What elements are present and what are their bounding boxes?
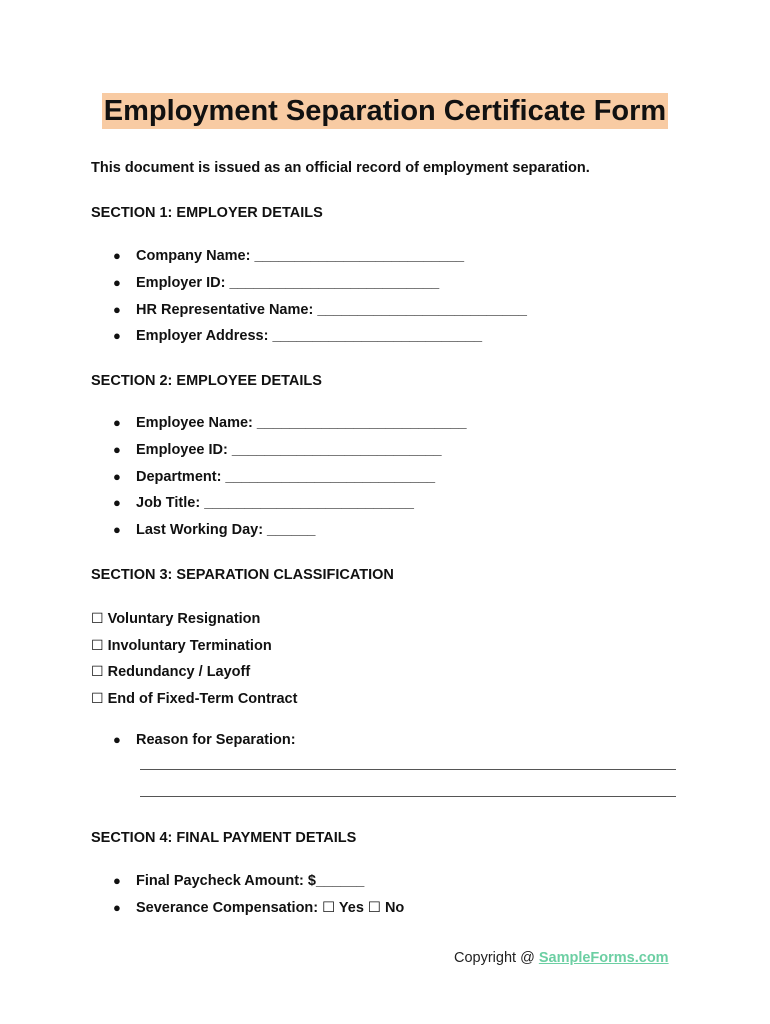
bullet-icon: ● xyxy=(113,441,121,457)
list-item xyxy=(91,437,467,464)
list-item xyxy=(91,323,527,350)
company-name-field: Company Name: __________________________ xyxy=(136,248,465,264)
option-label: End of Fixed-Term Contract xyxy=(107,690,298,707)
bullet-icon: ● xyxy=(113,301,121,317)
bullet-icon: ● xyxy=(113,732,121,747)
employee-id-field: Employee ID: __________________________ xyxy=(136,441,442,458)
copyright-prefix: Copyright @ xyxy=(454,950,539,966)
bullet-icon: ● xyxy=(113,495,121,511)
option-voluntary-resignation xyxy=(91,606,297,633)
section-2-heading: SECTION 2: EMPLOYEE DETAILS xyxy=(91,373,322,389)
checkbox-icon[interactable]: ☐ xyxy=(91,664,104,680)
severance-field: Severance Compensation: ☐ Yes ☐ No xyxy=(136,899,405,916)
section-1-list xyxy=(91,243,527,350)
option-end-of-contract xyxy=(91,686,297,713)
employee-name-field: Employee Name: __________________________ xyxy=(136,415,467,431)
section-2-list xyxy=(91,410,467,544)
bullet-icon: ● xyxy=(113,873,121,888)
intro-text: This document is issued as an official record of employment separation. xyxy=(91,160,590,176)
option-involuntary-termination xyxy=(91,633,297,660)
reason-line-2[interactable] xyxy=(140,796,676,797)
final-paycheck-field: Final Paycheck Amount: $______ xyxy=(136,873,365,889)
checkbox-icon[interactable]: ☐ xyxy=(91,637,104,654)
title-wrap xyxy=(0,93,770,129)
brand-link[interactable]: SampleForms.com xyxy=(538,950,669,966)
list-item xyxy=(91,490,467,517)
bullet-icon: ● xyxy=(113,248,121,263)
last-working-day-field: Last Working Day: ______ xyxy=(136,522,316,539)
list-item xyxy=(91,243,527,270)
section-4-list xyxy=(91,868,404,922)
department-field: Department: __________________________ xyxy=(136,468,436,485)
section-1-heading: SECTION 1: EMPLOYER DETAILS xyxy=(91,205,323,221)
section-3-heading: SECTION 3: SEPARATION CLASSIFICATION xyxy=(91,567,394,583)
reason-line-1[interactable] xyxy=(140,769,676,770)
option-redundancy-layoff xyxy=(91,659,297,686)
list-item xyxy=(91,410,467,437)
list-item xyxy=(91,517,467,544)
bullet-icon: ● xyxy=(113,415,121,430)
list-item xyxy=(91,868,404,895)
checkbox-icon[interactable]: ☐ xyxy=(91,611,104,627)
separation-options xyxy=(91,606,297,712)
section-4-heading: SECTION 4: FINAL PAYMENT DETAILS xyxy=(91,830,357,846)
list-item xyxy=(91,895,404,922)
employer-address-field: Employer Address: __________________________ xyxy=(136,328,483,345)
reason-list xyxy=(91,727,296,754)
bullet-icon: ● xyxy=(113,328,121,344)
bullet-icon: ● xyxy=(113,899,121,915)
reason-label: Reason for Separation: xyxy=(136,732,296,748)
option-label: Involuntary Termination xyxy=(107,637,272,654)
copyright-footer xyxy=(454,950,669,966)
hr-representative-field: HR Representative Name: __________________________ xyxy=(136,301,527,318)
page-title: Employment Separation Certificate Form xyxy=(103,95,667,127)
list-item xyxy=(91,297,527,324)
list-item xyxy=(91,464,467,491)
employer-id-field: Employer ID: __________________________ xyxy=(136,274,440,291)
job-title-field: Job Title: __________________________ xyxy=(136,495,414,512)
bullet-icon: ● xyxy=(113,468,121,484)
option-label: Redundancy / Layoff xyxy=(107,664,251,680)
checkbox-icon[interactable]: ☐ xyxy=(91,690,104,707)
list-item xyxy=(91,270,527,297)
list-item xyxy=(91,727,296,754)
option-label: Voluntary Resignation xyxy=(107,611,261,627)
bullet-icon: ● xyxy=(113,274,121,290)
bullet-icon: ● xyxy=(113,522,121,538)
